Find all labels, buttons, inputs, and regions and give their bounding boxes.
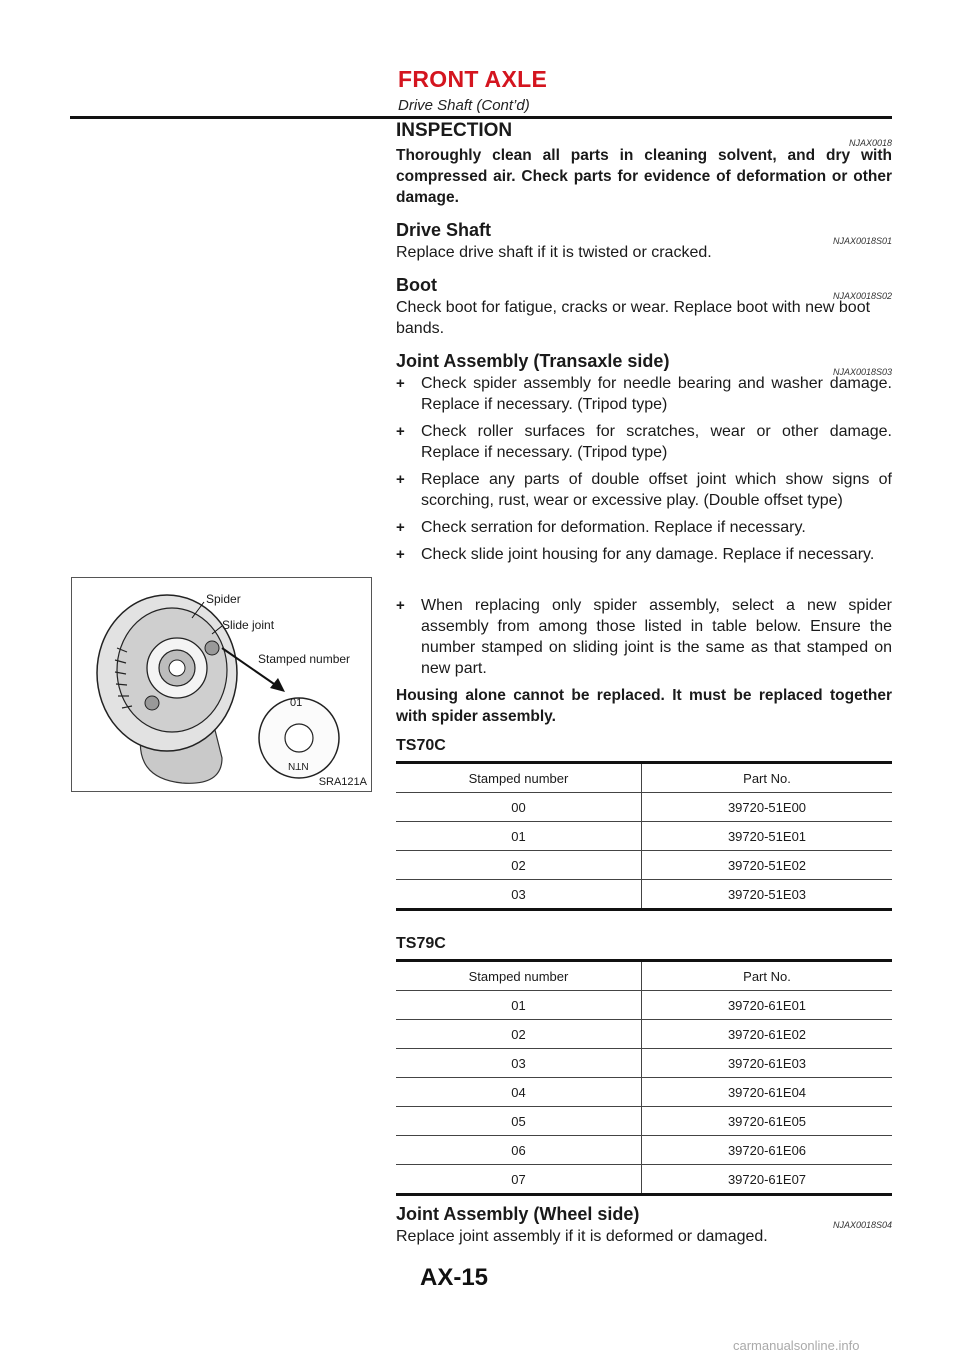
inspection-heading-row [396,120,892,148]
inspection-heading: INSPECTION [396,120,513,141]
table-row: 06 39720-61E06 [396,1136,892,1165]
page-code: AX-15 [420,1264,489,1291]
table-row: 04 39720-61E04 [396,1078,892,1107]
table-ts79c [396,959,892,1196]
list-item: + When replacing only spider assembly, select a new spider assembly from among those listed in table below. Ensure the number stamped on sliding joint is the same as that stamped on new part. [396,597,892,677]
table-row: 01 39720-61E01 [396,991,892,1020]
bullet-mark: + [396,375,405,392]
joint-transaxle-heading: Joint Assembly (Transaxle side) [396,351,670,371]
table-row: 02 39720-51E02 [396,851,892,880]
table-ts70c [396,761,892,911]
inspection-code: NJAX0018 [848,138,892,148]
joint-wheel-heading-row [396,1204,892,1230]
boot-code: NJAX0018S02 [832,291,892,301]
table-header-row: Stamped number Part No. [396,961,892,991]
bullet-mark: + [396,546,405,563]
section-title: FRONT AXLE [398,66,548,92]
drive-shaft-text: Replace drive shaft if it is twisted or cracked. [396,244,712,261]
table-row: 01 39720-51E01 [396,822,892,851]
table-ts79c-title: TS79C [396,935,446,952]
inspection-intro: Thoroughly clean all parts in cleaning solvent, and dry with compressed air. Check parts for evidence of deformation or other damage. [396,147,892,206]
table-row: 03 39720-51E03 [396,880,892,910]
list-item: + Check slide joint housing for any damage. Replace if necessary. [396,546,875,563]
table-header-row: Stamped number Part No. [396,763,892,793]
spider-joint-figure [71,577,372,792]
header-rule [70,116,892,119]
table-row: 05 39720-61E05 [396,1107,892,1136]
label-brand: NTN [288,760,309,771]
bullet-mark: + [396,423,405,440]
label-spider: Spider [206,592,241,606]
joint-transaxle-list [396,373,892,565]
label-stamp-value: 01 [290,697,303,709]
drive-shaft-heading: Drive Shaft [396,220,492,240]
table-row: 03 39720-61E03 [396,1049,892,1078]
section-subtitle: Drive Shaft (Cont’d) [398,97,530,114]
list-item: + Check serration for deformation. Replace if necessary. [396,519,806,536]
label-stamped-number: Stamped number [258,652,351,666]
boot-heading: Boot [396,275,437,295]
list-item: + Check roller surfaces for scratches, wear or other damage. Replace if necessary. (Tripod type) [396,423,892,461]
bullet-mark: + [396,597,405,614]
list-item: + Replace any parts of double offset joint which show signs of scorching, rust, wear or excessive play. (Double offset type) [396,471,892,509]
table-row: 07 39720-61E07 [396,1165,892,1195]
bullet-mark: + [396,519,405,536]
drive-shaft-heading-row [396,220,892,246]
joint-wheel-heading: Joint Assembly (Wheel side) [396,1204,640,1224]
spider-note: Housing alone cannot be replaced. It must be replaced together with spider assembly. [396,687,892,725]
table-row: 02 39720-61E02 [396,1020,892,1049]
list-item: + Check spider assembly for needle bearing and washer damage. Replace if necessary. (Tripod type) [396,375,892,413]
boot-text: Check boot for fatigue, cracks or wear. Replace boot with new boot bands. [396,299,871,337]
main-content [396,120,892,1247]
joint-wheel-code: NJAX0018S04 [832,1220,892,1230]
boot-heading-row [396,275,892,301]
table-row: 00 39720-51E00 [396,793,892,822]
figure-caption: SRA121A [318,776,367,788]
spider-list [396,595,892,679]
joint-transaxle-heading-row [396,351,892,377]
joint-transaxle-code: NJAX0018S03 [832,367,892,377]
label-slide-joint: Slide joint [222,618,275,632]
drive-shaft-code: NJAX0018S01 [832,236,892,246]
spider-joint-illustration [72,578,371,791]
joint-wheel-text: Replace joint assembly if it is deformed or damaged. [396,1228,768,1245]
table-ts70c-title: TS70C [396,737,446,754]
watermark: carmanualsonline.info [733,1338,860,1353]
bullet-mark: + [396,471,405,488]
page-header [0,0,960,124]
